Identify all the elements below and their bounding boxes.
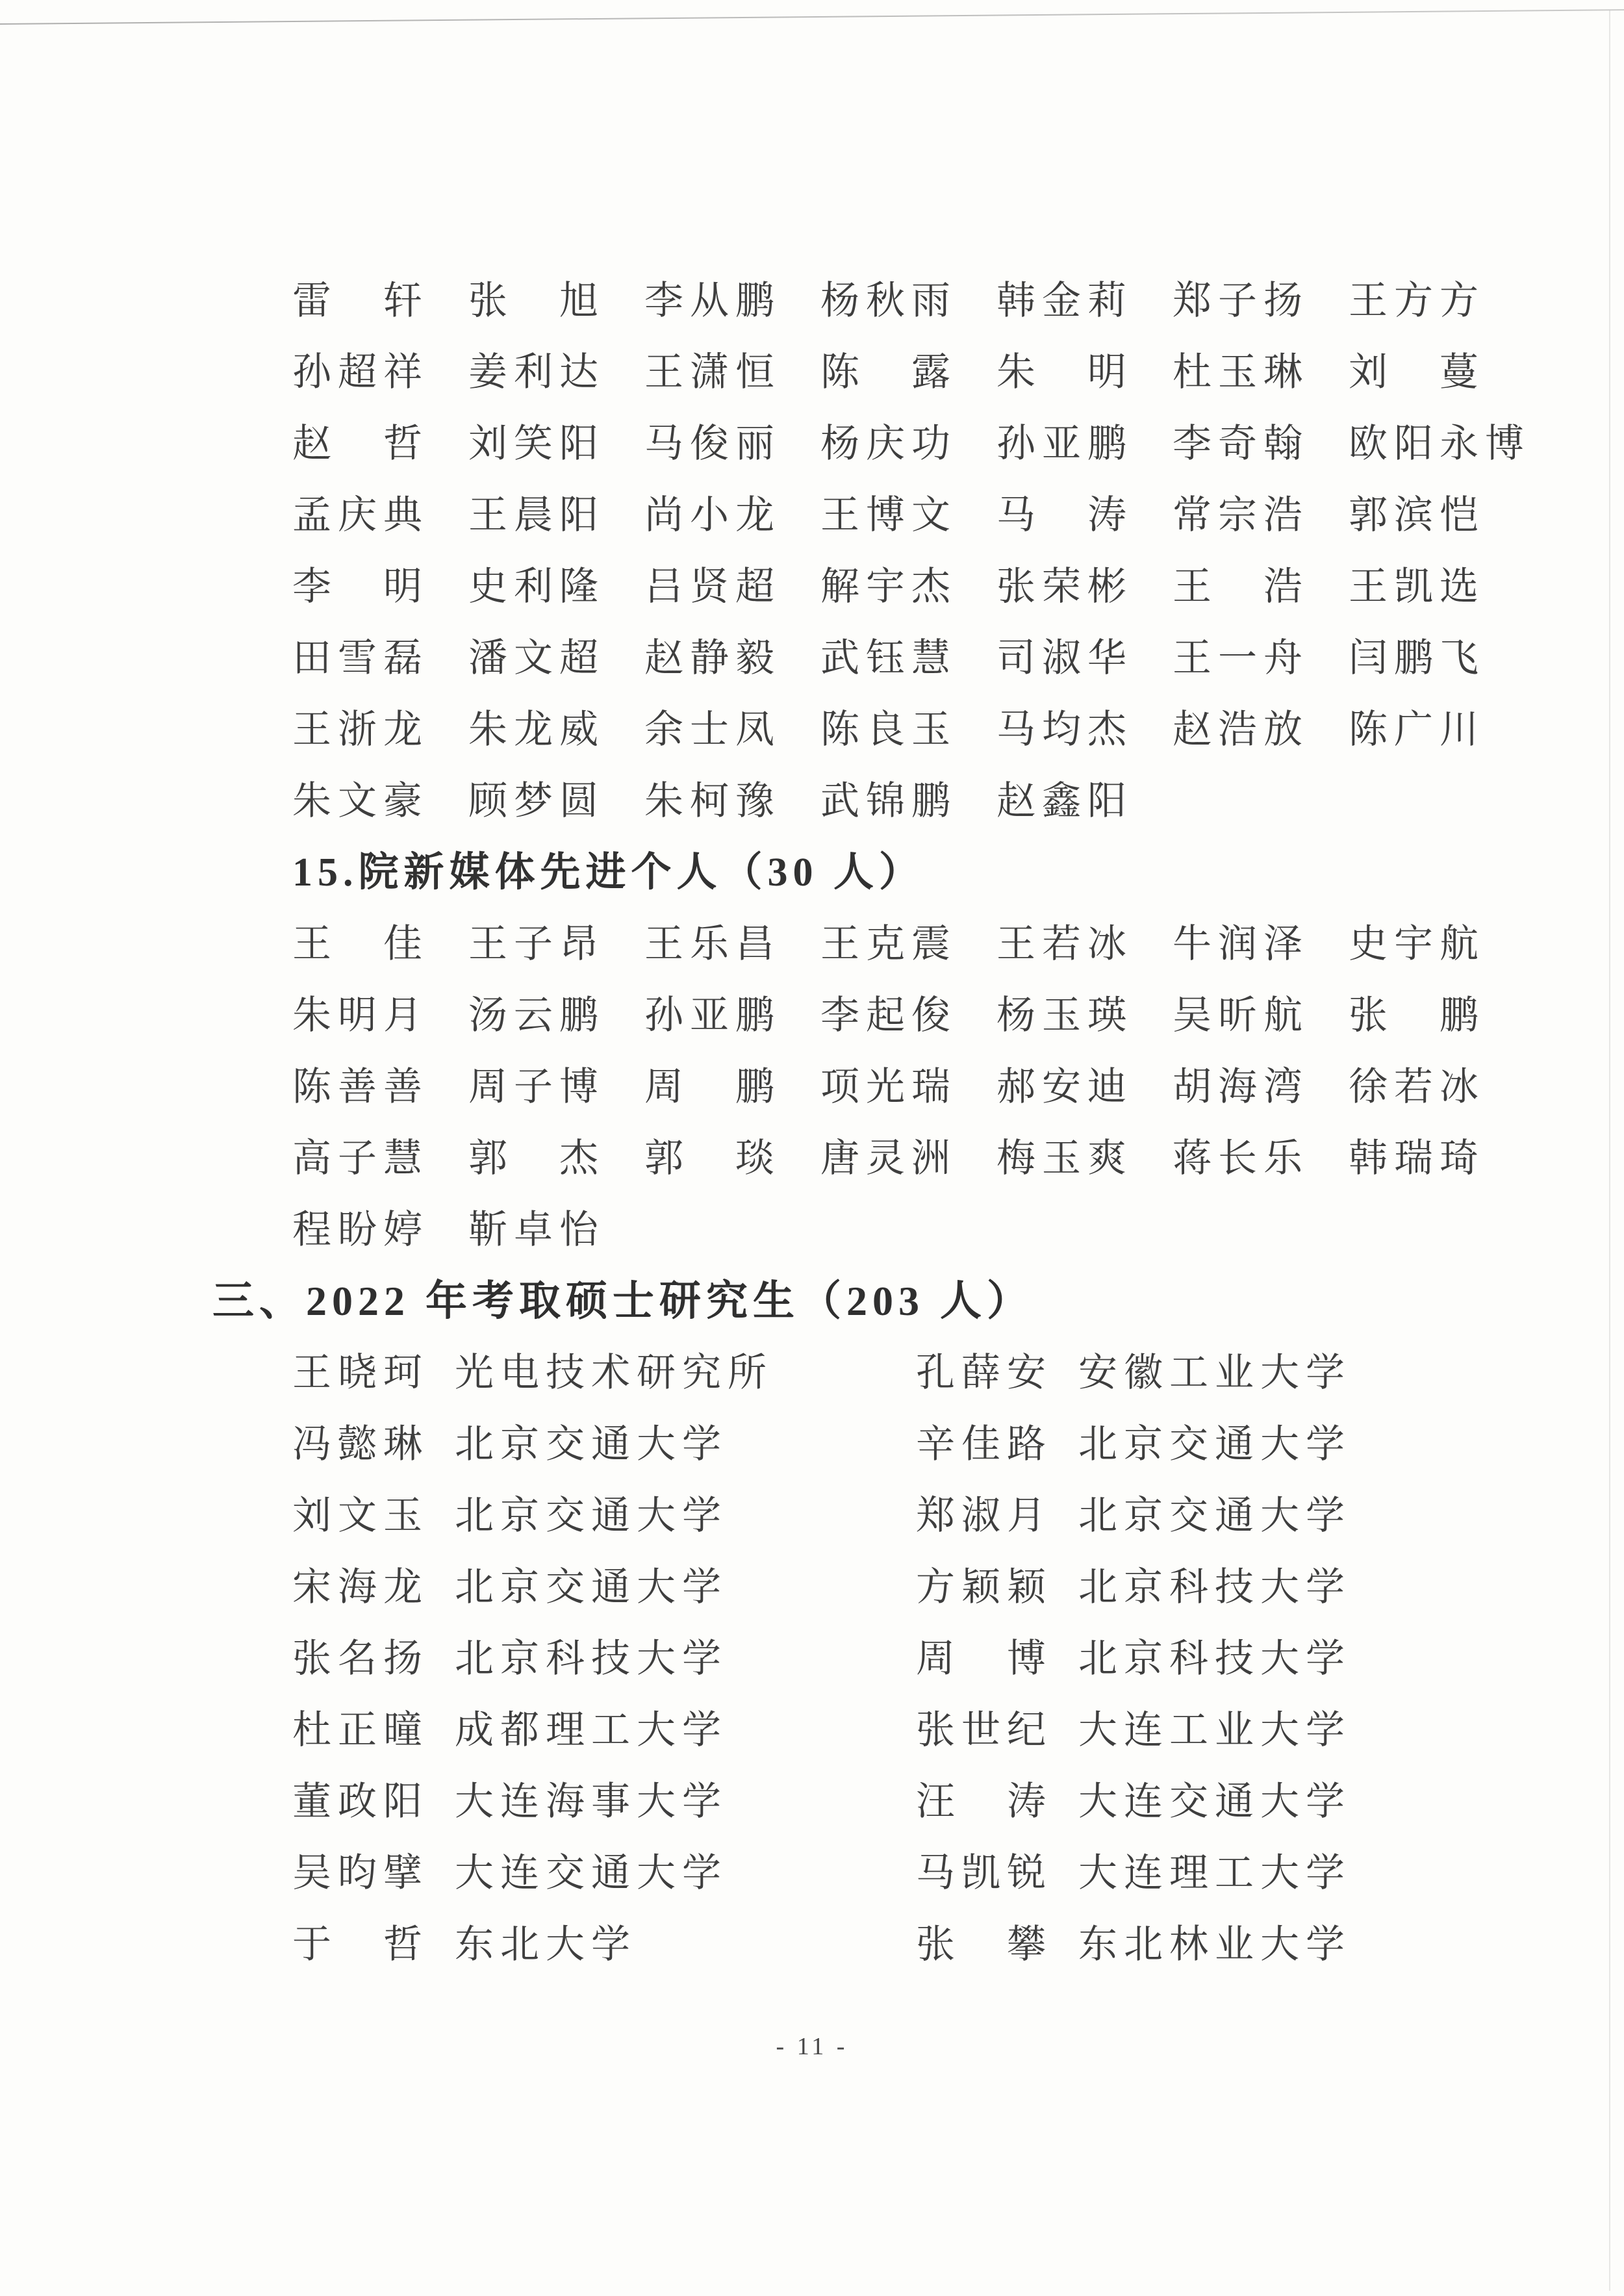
person-name: 周子博 <box>468 1065 605 1108</box>
new-media-names-list <box>292 908 1624 1266</box>
student-name: 郑淑月 <box>916 1494 1052 1537</box>
person-name: 蒋长乐 <box>1173 1137 1309 1180</box>
person-name: 王博文 <box>820 494 957 537</box>
admitted-school: 大连理工大学 <box>1078 1852 1351 1894</box>
person-name: 高子慧 <box>292 1137 429 1180</box>
name-row <box>292 479 1624 551</box>
person-name: 史利隆 <box>468 565 605 608</box>
student-name: 张世纪 <box>916 1709 1052 1752</box>
name-row <box>292 408 1624 479</box>
person-name: 李 明 <box>292 565 429 608</box>
person-name: 田雪磊 <box>292 637 429 680</box>
student-name: 周 博 <box>916 1637 1052 1680</box>
person-name: 王方方 <box>1349 279 1485 322</box>
person-name: 韩瑞琦 <box>1349 1137 1485 1180</box>
person-name: 杨玉瑛 <box>996 994 1133 1037</box>
student-name: 刘文玉 <box>292 1494 429 1537</box>
name-row <box>292 1051 1624 1123</box>
person-name: 朱明月 <box>292 994 429 1037</box>
person-name: 陈善善 <box>292 1065 429 1108</box>
person-name: 项光瑞 <box>820 1065 957 1108</box>
admitted-school: 光电技术研究所 <box>455 1351 773 1394</box>
admitted-school: 北京交通大学 <box>455 1566 728 1609</box>
person-name: 雷 轩 <box>292 279 429 322</box>
person-name: 王乐昌 <box>644 923 781 965</box>
admitted-school: 大连交通大学 <box>1078 1780 1351 1823</box>
masters-row <box>292 1909 1624 1980</box>
student-name: 吴昀擘 <box>292 1852 429 1894</box>
student-name: 张名扬 <box>292 1637 429 1680</box>
person-name: 张 鹏 <box>1349 994 1485 1037</box>
masters-row <box>292 1766 1624 1837</box>
person-name: 马 涛 <box>996 494 1133 537</box>
person-name: 马俊丽 <box>644 422 781 465</box>
person-name: 郑子扬 <box>1173 279 1309 322</box>
name-row <box>292 1194 1624 1266</box>
person-name: 郭 杰 <box>468 1137 605 1180</box>
person-name: 朱龙威 <box>468 708 605 751</box>
person-name: 王克震 <box>820 923 957 965</box>
person-name: 王潇恒 <box>644 351 781 394</box>
section-heading-masters: 三、2022 年考取硕士研究生（203 人） <box>212 1278 1034 1324</box>
person-name: 杨秋雨 <box>820 279 957 322</box>
person-name: 顾梦圆 <box>468 780 605 823</box>
student-name: 宋海龙 <box>292 1566 429 1609</box>
masters-row <box>292 1337 1624 1409</box>
person-name: 尚小龙 <box>644 494 781 537</box>
person-name: 赵静毅 <box>644 637 781 680</box>
person-name: 靳卓怡 <box>468 1208 605 1251</box>
student-name: 冯懿琳 <box>292 1423 429 1466</box>
admitted-school: 北京科技大学 <box>455 1637 728 1680</box>
person-name: 朱柯豫 <box>644 780 781 823</box>
person-name: 孟庆典 <box>292 494 429 537</box>
person-name: 程盼婷 <box>292 1208 429 1251</box>
student-name: 杜正曈 <box>292 1709 429 1752</box>
person-name: 陈良玉 <box>820 708 957 751</box>
person-name: 张 旭 <box>468 279 605 322</box>
person-name: 孙亚鹏 <box>644 994 781 1037</box>
student-name: 方颖颖 <box>916 1566 1052 1609</box>
person-name: 孙亚鹏 <box>996 422 1133 465</box>
student-name: 董政阳 <box>292 1780 429 1823</box>
person-name: 杨庆功 <box>820 422 957 465</box>
admitted-school: 安徽工业大学 <box>1078 1351 1351 1394</box>
person-name: 王凯选 <box>1349 565 1485 608</box>
person-name: 赵 哲 <box>292 422 429 465</box>
person-name: 李从鹏 <box>644 279 781 322</box>
masters-admissions-list <box>292 1337 1624 1980</box>
person-name: 闫鹏飞 <box>1349 637 1485 680</box>
person-name: 余士凤 <box>644 708 781 751</box>
person-name: 牛润泽 <box>1173 923 1309 965</box>
admitted-school: 东北大学 <box>455 1923 637 1966</box>
person-name: 欧阳永博 <box>1349 422 1530 465</box>
award-names-list <box>292 265 1624 837</box>
scan-edge-line <box>1609 10 1610 2291</box>
name-row <box>292 337 1624 408</box>
name-row <box>292 1123 1624 1194</box>
person-name: 王 浩 <box>1173 565 1309 608</box>
person-name: 韩金莉 <box>996 279 1133 322</box>
person-name: 潘文超 <box>468 637 605 680</box>
admitted-school: 北京交通大学 <box>1078 1423 1351 1466</box>
name-row <box>292 694 1624 765</box>
person-name: 史宇航 <box>1349 923 1485 965</box>
person-name: 常宗浩 <box>1173 494 1309 537</box>
admitted-school: 北京交通大学 <box>455 1494 728 1537</box>
person-name: 陈 露 <box>820 351 957 394</box>
admitted-school: 北京科技大学 <box>1078 1637 1351 1680</box>
section-heading-new-media: 15.院新媒体先进个人（30 人） <box>292 850 925 895</box>
person-name: 孙超祥 <box>292 351 429 394</box>
name-row <box>292 765 1624 837</box>
person-name: 刘笑阳 <box>468 422 605 465</box>
person-name: 吴昕航 <box>1173 994 1309 1037</box>
person-name: 唐灵洲 <box>820 1137 957 1180</box>
name-row <box>292 622 1624 694</box>
person-name: 周 鹏 <box>644 1065 781 1108</box>
person-name: 武钰慧 <box>820 637 957 680</box>
student-name: 马凯锐 <box>916 1852 1052 1894</box>
person-name: 朱文豪 <box>292 780 429 823</box>
masters-row <box>292 1694 1624 1766</box>
person-name: 徐若冰 <box>1349 1065 1485 1108</box>
name-row <box>292 980 1624 1051</box>
person-name: 李奇翰 <box>1173 422 1309 465</box>
person-name: 杜玉琳 <box>1173 351 1309 394</box>
person-name: 张荣彬 <box>996 565 1133 608</box>
person-name: 郭滨恺 <box>1349 494 1485 537</box>
person-name: 马均杰 <box>996 708 1133 751</box>
person-name: 赵鑫阳 <box>996 780 1133 823</box>
name-row <box>292 908 1624 980</box>
name-row <box>292 551 1624 622</box>
admitted-school: 成都理工大学 <box>455 1709 728 1752</box>
admitted-school: 东北林业大学 <box>1078 1923 1351 1966</box>
student-name: 辛佳路 <box>916 1423 1052 1466</box>
student-name: 于 哲 <box>292 1923 429 1966</box>
admitted-school: 北京交通大学 <box>1078 1494 1351 1537</box>
student-name: 王晓珂 <box>292 1351 429 1394</box>
person-name: 吕贤超 <box>644 565 781 608</box>
person-name: 郝安迪 <box>996 1065 1133 1108</box>
person-name: 汤云鹏 <box>468 994 605 1037</box>
person-name: 朱 明 <box>996 351 1133 394</box>
student-name: 汪 涛 <box>916 1780 1052 1823</box>
page-number: - 11 - <box>776 2033 848 2060</box>
student-name: 孔薛安 <box>916 1351 1052 1394</box>
admitted-school: 北京科技大学 <box>1078 1566 1351 1609</box>
person-name: 王浙龙 <box>292 708 429 751</box>
person-name: 武锦鹏 <box>820 780 957 823</box>
person-name: 郭 琰 <box>644 1137 781 1180</box>
admitted-school: 大连工业大学 <box>1078 1709 1351 1752</box>
masters-row <box>292 1480 1624 1551</box>
person-name: 王一舟 <box>1173 637 1309 680</box>
name-row <box>292 265 1624 337</box>
masters-row <box>292 1409 1624 1480</box>
person-name: 王晨阳 <box>468 494 605 537</box>
person-name: 王若冰 <box>996 923 1133 965</box>
person-name: 王 佳 <box>292 923 429 965</box>
person-name: 司淑华 <box>996 637 1133 680</box>
person-name: 刘 蔓 <box>1349 351 1485 394</box>
person-name: 梅玉爽 <box>996 1137 1133 1180</box>
person-name: 陈广川 <box>1349 708 1485 751</box>
person-name: 李起俊 <box>820 994 957 1037</box>
person-name: 赵浩放 <box>1173 708 1309 751</box>
masters-row <box>292 1551 1624 1623</box>
admitted-school: 北京交通大学 <box>455 1423 728 1466</box>
admitted-school: 大连海事大学 <box>455 1780 728 1823</box>
person-name: 王子昂 <box>468 923 605 965</box>
person-name: 解宇杰 <box>820 565 957 608</box>
student-name: 张 攀 <box>916 1923 1052 1966</box>
admitted-school: 大连交通大学 <box>455 1852 728 1894</box>
masters-row <box>292 1837 1624 1909</box>
masters-row <box>292 1623 1624 1694</box>
person-name: 胡海湾 <box>1173 1065 1309 1108</box>
person-name: 姜利达 <box>468 351 605 394</box>
